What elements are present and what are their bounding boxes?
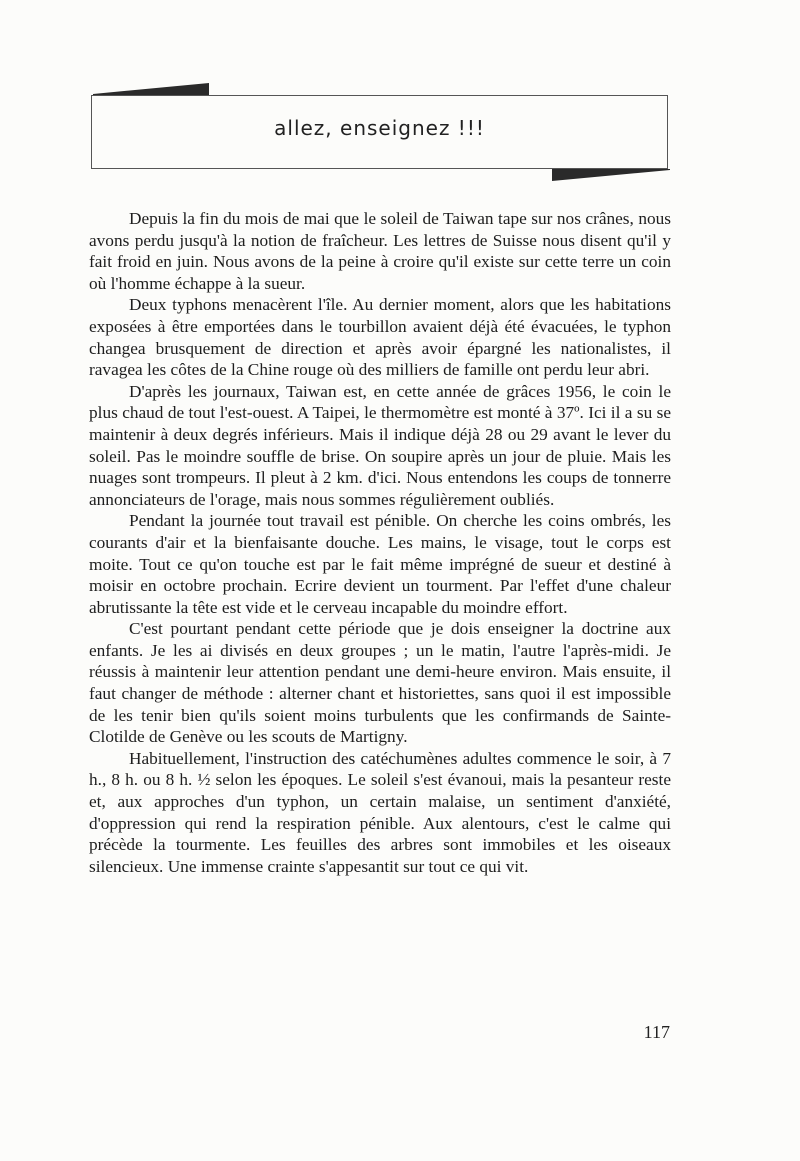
paragraph: D'après les journaux, Taiwan est, en cette année de grâces 1956, le coin le plus chaud de tout l'est-ouest. A Taipei, le thermomètre est monté à 37º. Ici il a su se maintenir à deux degrés inférieurs. Mais il indique déjà 28 ou 29 avant le lever du soleil. Pas le moindre souffle de brise. On soupire après un jour de pluie. Mais les nuages sont trompeurs. Il pleut à 2 km. d'ici. Nous entendons les coups de tonnerre annonciateurs de l'orage, mais nous sommes régulièrement oubliés. — [89, 381, 671, 509]
paragraph: Deux typhons menacèrent l'île. Au dernier moment, alors que les habitations exposées à être emportées dans le tourbillon avaient déjà été évacuées, le typhon changea brusquement de direction et après avoir épargné les nationalistes, il ravagea les côtes de la Chine rouge où des milliers de famille ont perdu leur abri. — [89, 295, 671, 380]
paragraph: Depuis la fin du mois de mai que le soleil de Taiwan tape sur nos crânes, nous avons perdu jusqu'à la notion de fraîcheur. Les lettres de Suisse nous disent qu'il y fait froid en juin. Nous avons de la peine à croire qu'il existe sur cette terre un coin où l'homme échappe à la sueur. — [89, 209, 671, 293]
title-ornament-bottom — [552, 169, 670, 181]
title-frame — [91, 95, 668, 169]
page-title: allez, enseignez !!! — [274, 116, 485, 140]
title-ornament-top — [93, 83, 209, 95]
paragraph: Pendant la journée tout travail est pénible. On cherche les coins ombrés, les courants d'air et la bienfaisante douche. Les mains, le visage, tout le corps est moite. Tout ce qu'on touche est par le fait même imprégné de sueur et destiné à moisir en octobre prochain. Ecrire devient un tourment. Par l'effet d'une chaleur abrutissante la tête est vide et le cerveau incapable du moindre effort. — [89, 511, 671, 617]
paragraph: Habituellement, l'instruction des catéchumènes adultes commence le soir, à 7 h., 8 h. ou 8 h. ½ selon les époques. Le soleil s'est évanoui, mais la pesanteur reste et, aux approches d'un typhon, un certain malaise, un sentiment d'anxiété, d'oppression qui rend la respiration pénible. Aux alentours, c'est le calme qui précède la tourmente. Les feuilles des arbres sont immobiles et les oiseaux silencieux. Une immense crainte s'appesantit sur tout ce qui vit. — [89, 748, 671, 876]
page-number: 117 — [643, 1022, 670, 1042]
article-body — [89, 208, 671, 877]
paragraph: C'est pourtant pendant cette période que je dois enseigner la doctrine aux enfants. Je les ai divisés en deux groupes ; un le matin, l'autre l'après-midi. Je réussis à maintenir leur attention pendant une demi-heure environ. Mais ensuite, il faut changer de méthode : alterner chant et historiettes, sans quoi il est impossible de les tenir bien qu'ils soient moins turbulents que les confirmands de Sainte-Clotilde de Genève ou les scouts de Martigny. — [89, 619, 671, 747]
